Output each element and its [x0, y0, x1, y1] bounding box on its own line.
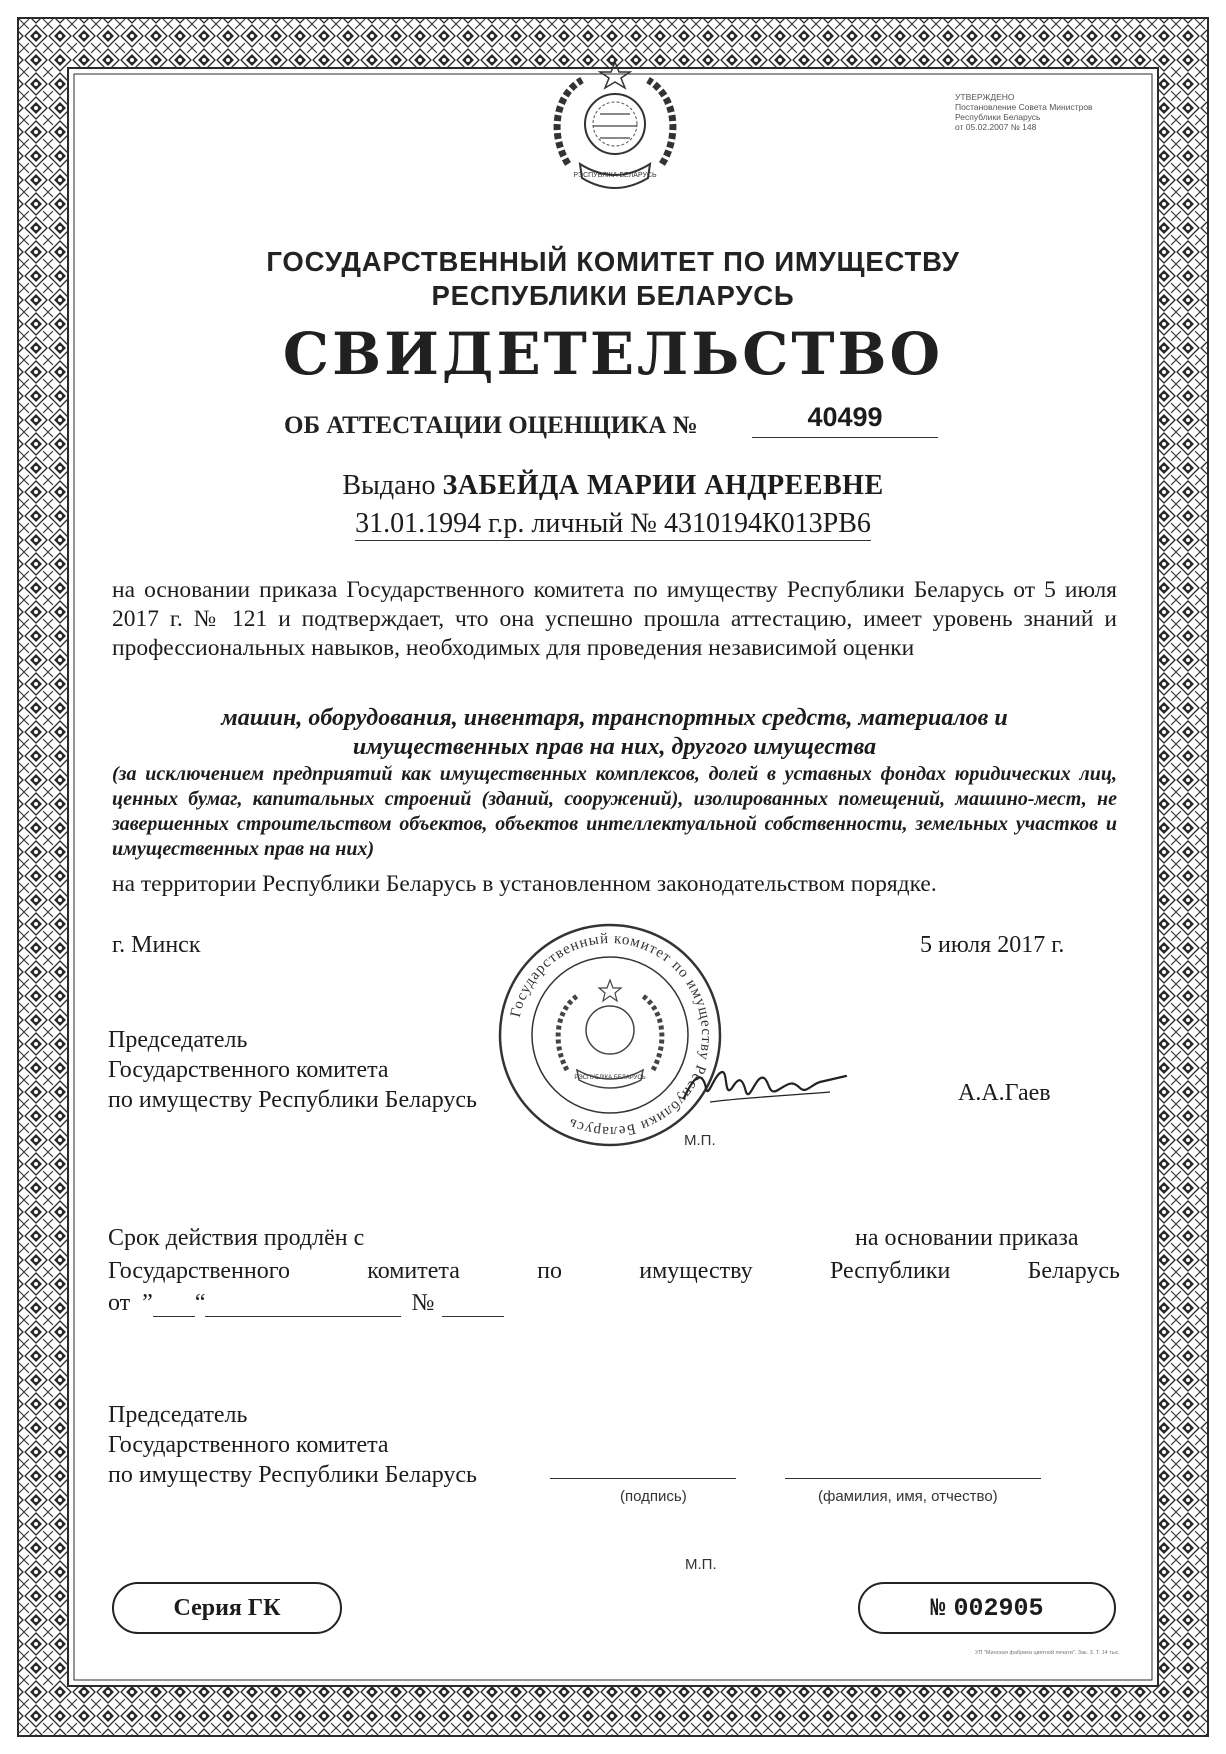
series-badge — [112, 1582, 342, 1634]
extension-signature-blank — [550, 1478, 736, 1479]
extension-order-line — [108, 1290, 504, 1317]
extension-word: имуществу — [639, 1258, 753, 1284]
approval-note-line: Постановление Совета Министров — [955, 102, 1093, 112]
extension-chairman-line: Государственного комитета — [108, 1432, 389, 1458]
extension-word: комитета — [367, 1258, 460, 1284]
extension-number-label: № — [411, 1290, 435, 1316]
extension-name-blank — [785, 1478, 1041, 1479]
basis-paragraph: на основании приказа Государственного комитета по имуществу Республики Беларусь от 5 июля 2017 г. № 121 и подтверждает, что она успешно прошла аттестацию, имеет уровень знаний и профессиональных навыков, необходимых для проведения независимой оценки — [112, 577, 1117, 661]
recipient-line — [0, 470, 1226, 502]
issue-date: 5 июля 2017 г. — [920, 932, 1065, 958]
seal-place-label: М.П. — [684, 1132, 716, 1149]
chairman-title-line: по имуществу Республики Беларусь — [108, 1087, 477, 1113]
extension-word: Республики — [829, 1258, 951, 1284]
emblem-ribbon-text: РЭСПУБЛІКА БЕЛАРУСЬ — [573, 172, 657, 179]
extension-from-label: Срок действия продлён с — [108, 1225, 365, 1251]
chairman-title-line: Председатель — [108, 1027, 248, 1053]
certificate-number: 40499 — [807, 402, 883, 432]
extension-seal-place-label: М.П. — [685, 1556, 717, 1573]
approval-note-line: УТВЕРЖДЕНО — [955, 92, 1015, 102]
extension-quote-close: “ — [194, 1290, 206, 1316]
chairman-signature — [680, 1058, 850, 1118]
signature-caption: (подпись) — [620, 1488, 687, 1505]
assets-scope — [112, 704, 1117, 762]
extension-quote-open: ” — [142, 1290, 153, 1316]
approval-note — [955, 92, 1125, 132]
extension-word: Беларусь — [1027, 1258, 1120, 1284]
extension-from-word: от — [108, 1290, 131, 1316]
exclusions-paragraph: (за исключением предприятий как имущественных комплексов, долей в уставных фондах юридических лиц, ценных бумаг, капитальных строений (зданий, сооружений), изолированных помещений, машино-мест, не завершенных строительством объектов, объектов интеллектуальной собственности, земельных участков и имущественных прав на них) — [112, 763, 1117, 860]
issuer-line-2: РЕСПУБЛИКИ БЕЛАРУСЬ — [431, 280, 795, 311]
series-text: Серия ГК — [173, 1594, 281, 1621]
printer-imprint: УП "Минская фабрика цветной печати". Зак. 3. Т. 14 тыс. — [975, 1650, 1120, 1656]
extension-authority-line — [108, 1258, 1120, 1285]
form-number: 002905 — [953, 1593, 1044, 1623]
extension-word: Государственного — [108, 1258, 290, 1284]
chairman-name: А.А.Гаев — [958, 1080, 1051, 1106]
extension-chairman-line: Председатель — [108, 1402, 248, 1428]
state-emblem-belarus-icon — [540, 56, 690, 206]
recipient-birth-id: 31.01.1994 г.р. личный № 4310194К013РВ6 — [355, 508, 871, 539]
extension-number-blank — [442, 1295, 504, 1317]
document-subtitle: ОБ АТТЕСТАЦИИ ОЦЕНЩИКА № — [284, 412, 698, 439]
assets-scope-line: имущественных прав на них, другого имущества — [352, 734, 877, 760]
recipient-name: ЗАБЕЙДА МАРИИ АНДРЕЕВНЕ — [442, 470, 884, 501]
name-caption: (фамилия, имя, отчество) — [818, 1488, 998, 1505]
approval-note-line: от 05.02.2007 № 148 — [955, 122, 1037, 132]
extension-chairman-title — [108, 1400, 548, 1490]
recipient-birth-id-line — [0, 508, 1226, 540]
certificate-number-field — [752, 402, 938, 438]
extension-day-blank — [153, 1295, 195, 1317]
issuer-line-1: ГОСУДАРСТВЕННЫЙ КОМИТЕТ ПО ИМУЩЕСТВУ — [266, 246, 960, 277]
chairman-title-line: Государственного комитета — [108, 1057, 389, 1083]
extension-month-blank — [205, 1295, 401, 1317]
approval-note-line: Республики Беларусь — [955, 112, 1041, 122]
seal-ribbon-text: РЭСПУБЛІКА БЕЛАРУСЬ — [574, 1075, 646, 1081]
territory-line: на территории Республики Беларусь в установленном законодательством порядке. — [112, 871, 937, 897]
extension-chairman-line: по имуществу Республики Беларусь — [108, 1462, 477, 1488]
document-title: СВИДЕТЕЛЬСТВО — [282, 320, 944, 388]
issue-place: г. Минск — [112, 932, 201, 958]
extension-word: по — [537, 1258, 562, 1284]
chairman-title — [108, 1025, 528, 1115]
form-number-badge — [858, 1582, 1116, 1634]
issued-label: Выдано — [342, 470, 436, 501]
assets-scope-line: машин, оборудования, инвентаря, транспортных средств, материалов и — [221, 705, 1008, 731]
extension-basis-label: на основании приказа — [855, 1225, 1079, 1251]
seal-outer-text: Государственный комитет по имуществу Республики Беларусь — [507, 930, 715, 1140]
form-number-label: № — [930, 1593, 946, 1623]
